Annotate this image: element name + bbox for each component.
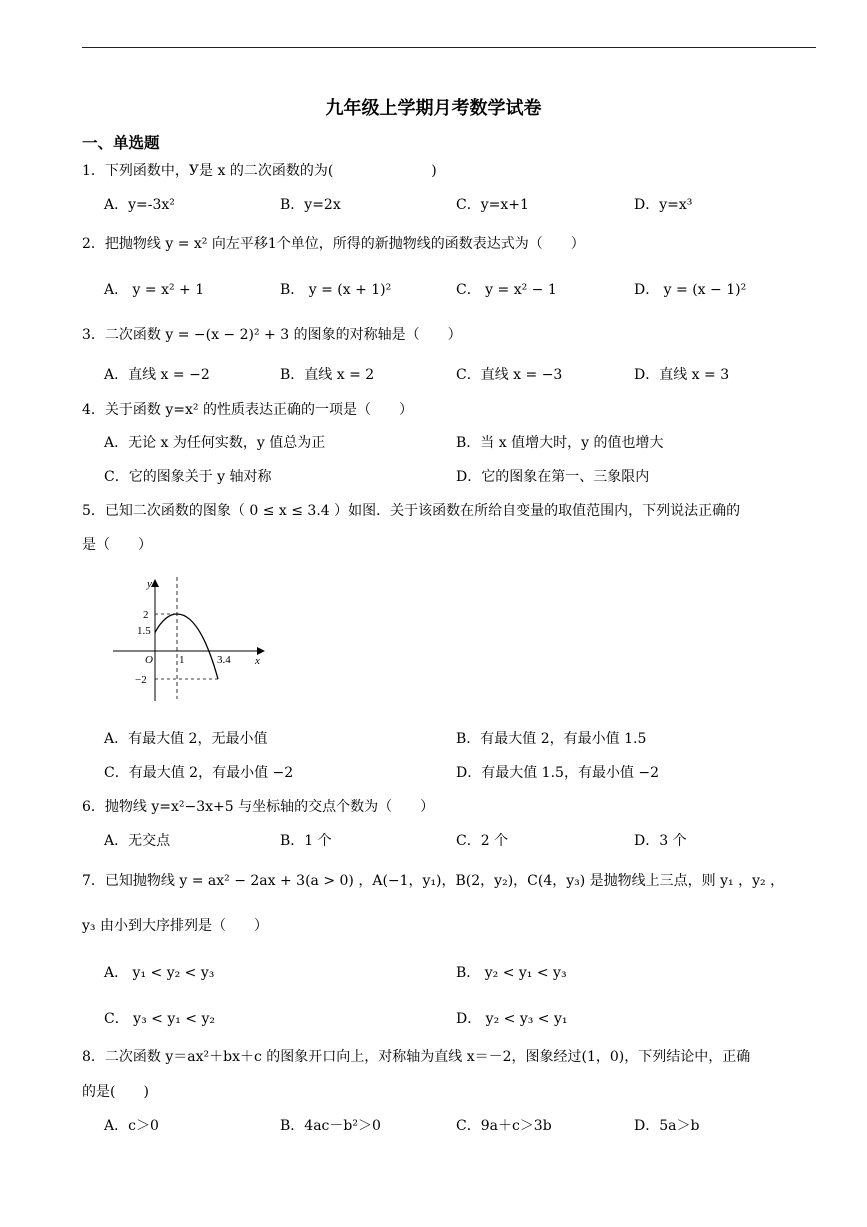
question-3-stem: 3．二次函数 y = −(x − 2)² + 3 的图象的对称轴是（ ） xyxy=(82,327,462,343)
question-7-option-b: B． y₂ < y₁ < y₃ xyxy=(456,965,567,981)
question-4-option-b: B．当 x 值增大时，y 的值也增大 xyxy=(456,435,664,451)
question-3-option-b: B．直线 x = 2 xyxy=(280,367,375,383)
question-8-stem-line2: 的是( ) xyxy=(82,1084,149,1100)
question-3-option-a: A．直线 x = −2 xyxy=(104,367,210,383)
parabola-curve xyxy=(155,614,218,679)
question-1-option-b: B．y=2x xyxy=(280,197,341,213)
question-5-option-a: A．有最大值 2，无最小值 xyxy=(104,731,268,747)
question-5-stem-line1: 5．已知二次函数的图象（ 0 ≤ x ≤ 3.4 ）如图．关于该函数在所给自变量的取值范围内，下列说法正确的 xyxy=(82,503,741,519)
question-4-option-d: D．它的图象在第一、三象限内 xyxy=(456,469,650,485)
question-6-stem: 6．抛物线 y=x²−3x+5 与坐标轴的交点个数为（ ） xyxy=(82,799,435,815)
graph-label-3-4: 3.4 xyxy=(217,654,231,666)
question-5-stem-line2: 是（ ） xyxy=(82,537,152,553)
graph-label-neg2: −2 xyxy=(135,674,147,686)
graph-label-x: x xyxy=(255,655,260,667)
graph-label-1-5: 1.5 xyxy=(137,625,151,637)
question-7-option-c: C． y₃ < y₁ < y₂ xyxy=(104,1011,215,1027)
question-4-option-a: A．无论 x 为任何实数，y 值总为正 xyxy=(104,435,326,451)
question-4-stem: 4．关于函数 y=x² 的性质表达正确的一项是（ ） xyxy=(82,402,413,418)
question-7-stem-line2: y₃ 由小到大序排列是（ ） xyxy=(82,918,268,934)
question-5-option-b: B．有最大值 2，有最小值 1.5 xyxy=(456,731,647,747)
graph-label-origin: O xyxy=(145,654,153,666)
graph-label-2: 2 xyxy=(143,609,149,621)
question-6-option-c: C．2 个 xyxy=(456,833,509,849)
header-rule xyxy=(82,47,816,48)
question-6-option-b: B．1 个 xyxy=(280,833,332,849)
question-2-option-c: C． y = x² − 1 xyxy=(456,282,557,298)
question-2-stem: 2．把抛物线 y = x² 向左平移1个单位，所得的新抛物线的函数表达式为（ ） xyxy=(82,236,585,252)
question-7-stem-line1: 7．已知抛物线 y = ax² − 2ax + 3(a > 0) ，A(−1，y₁)，B(2，y₂)，C(4，y₃) 是抛物线上三点，则 y₁ ，y₂ ， xyxy=(82,873,785,889)
question-3-option-d: D．直线 x = 3 xyxy=(634,367,730,383)
question-2-option-b: B． y = (x + 1)² xyxy=(280,282,392,298)
question-6-option-a: A．无交点 xyxy=(104,833,171,849)
section-heading: 一、单选题 xyxy=(82,134,160,152)
page-title: 九年级上学期月考数学试卷 xyxy=(325,98,542,119)
question-2-option-a: A． y = x² + 1 xyxy=(104,282,205,298)
question-8-option-a: A．c＞0 xyxy=(104,1118,159,1134)
question-4-option-c: C．它的图象关于 y 轴对称 xyxy=(104,469,272,485)
question-2-option-d: D． y = (x − 1)² xyxy=(634,282,747,298)
question-8-option-d: D．5a＞b xyxy=(634,1118,700,1134)
question-1-option-a: A．y=-3x² xyxy=(104,197,175,213)
question-1-option-c: C．y=x+1 xyxy=(456,197,529,213)
question-8-option-c: C．9a＋c＞3b xyxy=(456,1118,552,1134)
question-7-option-a: A． y₁ < y₂ < y₃ xyxy=(104,965,215,981)
question-1-option-d: D．y=x³ xyxy=(634,197,693,213)
question-3-option-c: C．直线 x = −3 xyxy=(456,367,563,383)
graph-label-1: 1 xyxy=(179,654,185,666)
question-5-option-d: D．有最大值 1.5，有最小值 −2 xyxy=(456,765,660,781)
question-8-option-b: B．4ac－b²＞0 xyxy=(280,1118,381,1134)
graph-label-y: y xyxy=(147,578,152,590)
question-6-option-d: D．3 个 xyxy=(634,833,687,849)
question-5-option-c: C．有最大值 2，有最小值 −2 xyxy=(104,765,294,781)
question-8-stem-line1: 8．二次函数 y＝ax²＋bx＋c 的图象开口向上，对称轴为直线 x＝－2，图象经过(1，0)，下列结论中，正确 xyxy=(82,1049,751,1065)
question-5-graph xyxy=(105,575,275,705)
question-1-stem: 1．下列函数中，У是 x 的二次函数的为( ) xyxy=(82,163,437,179)
question-7-option-d: D． y₂ < y₃ < y₁ xyxy=(456,1011,568,1027)
